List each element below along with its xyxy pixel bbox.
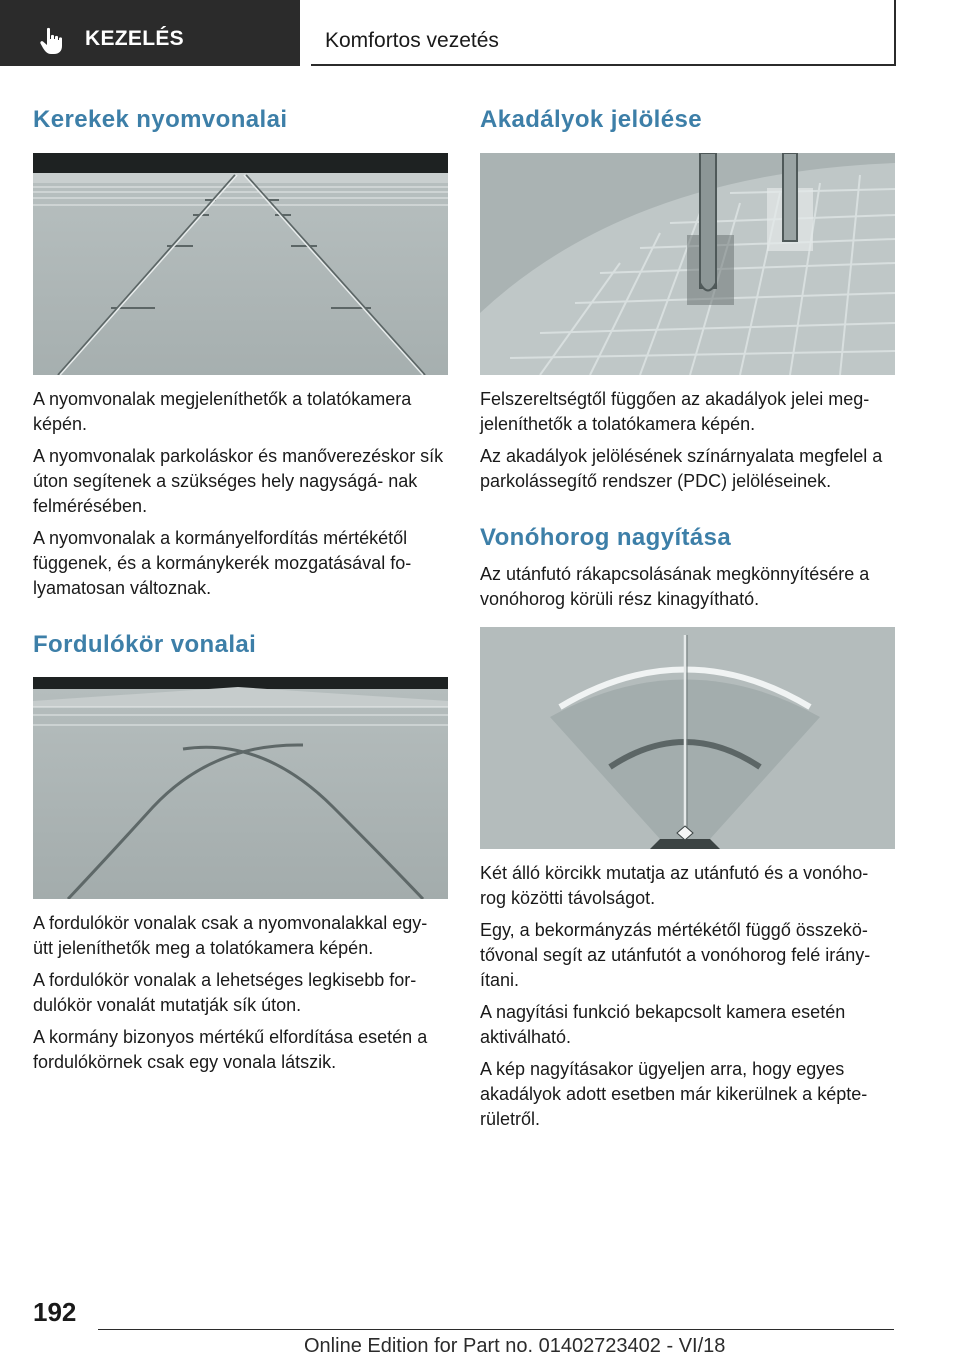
paragraph: A kormány bizonyos mértékű elfordítása esetén a fordulókörnek csak egy vonala látszik. (33, 1027, 428, 1072)
paragraph: Az akadályok jelölésének színárnyalata megfelel a parkolássegítő rendszer (PDC) jelöléseinek. (480, 446, 883, 491)
chapter-title: Komfortos vezetés (325, 29, 499, 52)
right-column (480, 100, 896, 1132)
paragraph: A fordulókör vonalak csak a nyomvonalakkal egy‐ ütt jeleníthetők meg a tolatókamera képén. (33, 913, 428, 958)
paragraph: Egy, a bekormányzás mértékétől függő összekö‐ tővonal segít az utánfutót a vonóhorog felé irány‐ ítani. (480, 920, 871, 990)
header-chapter-box (311, 0, 896, 66)
section-heading-hitch-zoom: Vonóhorog nagyítása (480, 524, 732, 551)
header-section-tab (0, 0, 300, 66)
paragraph: Az utánfutó rákapcsolásának megkönnyítésére a vonóhorog körüli rész kinagyítható. (480, 564, 870, 609)
turning-circle-figure (33, 677, 448, 899)
section-heading-wheel-tracks: Kerekek nyomvonalai (33, 106, 288, 133)
wheel-tracks-figure (33, 153, 448, 375)
hitch-zoom-figure (480, 627, 895, 849)
section-heading-turning-circle: Fordulókör vonalai (33, 631, 257, 658)
pointing-hand-icon (38, 26, 68, 56)
paragraph: A kép nagyításakor ügyeljen arra, hogy egyes akadályok adott esetben már kikerülnek a képte‐ rületről. (480, 1059, 868, 1129)
page-number: 192 (33, 1297, 77, 1327)
paragraph: A nyomvonalak parkoláskor és manőverezéskor sík úton segítenek a szükséges hely nagyságá‐ nak felmérésében. (33, 446, 444, 516)
edition-footer: Online Edition for Part no. 01402723402 - VI/18 (304, 1335, 726, 1357)
section-heading-obstacle-marking: Akadályok jelölése (480, 106, 702, 133)
paragraph: Két álló körcikk mutatja az utánfutó és a vonóho‐ rog közötti távolságot. (480, 863, 869, 908)
paragraph: A nyomvonalak a kormányelfordítás mértékétől függenek, és a kormánykerék mozgatásával fo‐ lyamatosan változnak. (33, 528, 412, 598)
paragraph: A nyomvonalak megjeleníthetők a tolatókamera képén. (33, 389, 412, 434)
obstacle-marking-figure (480, 153, 895, 375)
section-title: KEZELÉS (85, 27, 184, 50)
paragraph: A fordulókör vonalak a lehetséges legkisebb for‐ dulókör vonalát mutatják sík úton. (33, 970, 417, 1015)
paragraph: Felszereltségtől függően az akadályok jelei meg‐ jeleníthetők a tolatókamera képén. (480, 389, 870, 434)
footer-divider (98, 1329, 894, 1330)
left-column (33, 100, 449, 1075)
paragraph: A nagyítási funkció bekapcsolt kamera esetén aktiválható. (480, 1002, 846, 1047)
